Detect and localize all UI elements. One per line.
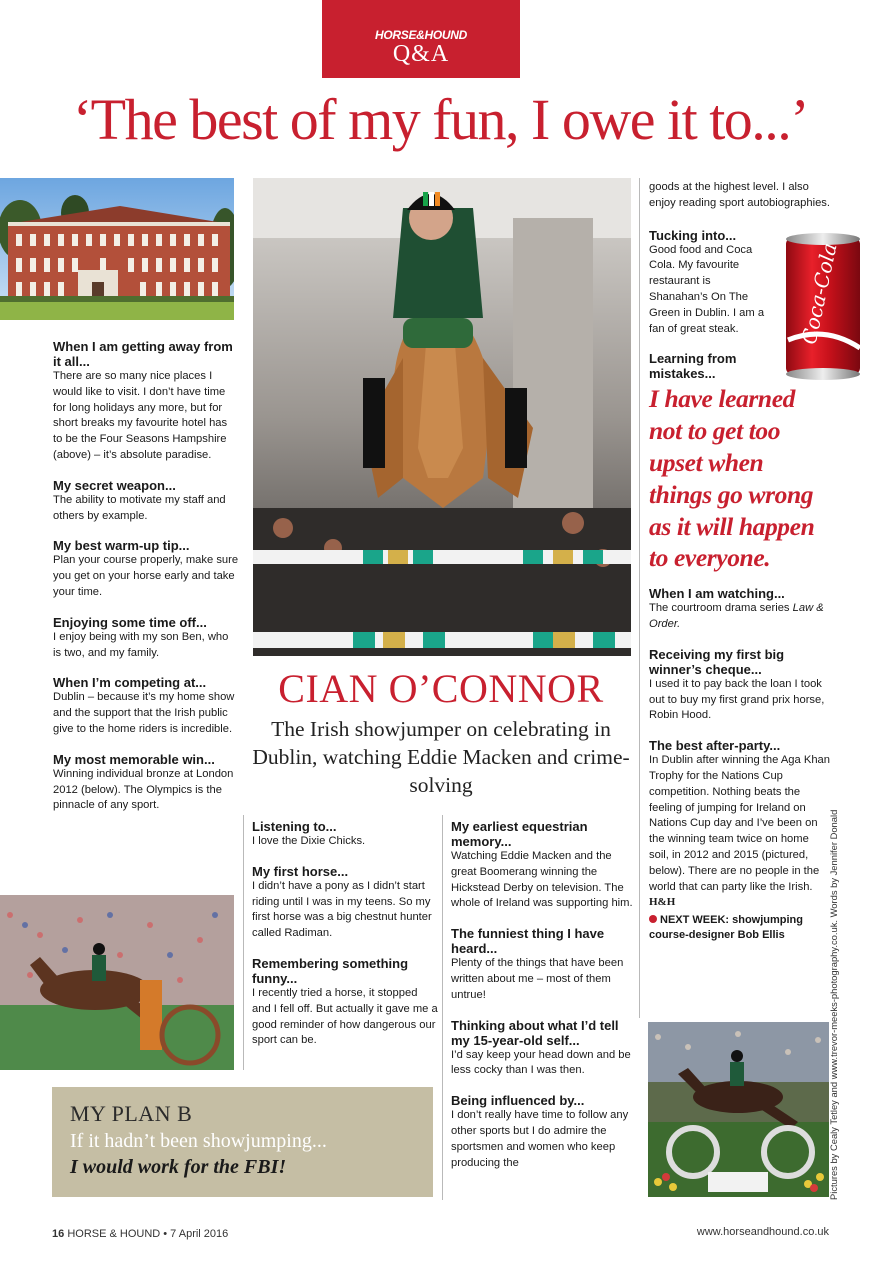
plan-b-line2: I would work for the FBI! [70,1156,287,1178]
answer: I enjoy being with my son Ben, who is two, and my family. [53,630,229,659]
answer: Winning individual bronze at London 2012 (below). The Olympics is the pinnacle of any sport. [53,767,234,812]
headline: ‘The best of my fun, I owe it to...’ [72,87,809,152]
show-title: Law & Order. [649,602,824,630]
question: Enjoying some time off... [53,614,207,630]
answer [649,753,831,911]
next-week-text: NEXT WEEK: showjumping course-designer Bob Ellis [649,914,803,942]
answer: Watching Eddie Macken and the great Boomerang winning the Hickstead Derby on television. The whole of Ireland was supporting him. [451,850,633,910]
answer: Plenty of the things that have been written about me – most of them untrue! [451,957,624,1001]
main-showjump-photo [253,178,631,656]
question: Thinking about what I’d tell my 15-year-old self... [451,1017,619,1048]
column-divider [243,815,244,1070]
answer-text: The courtroom drama series [649,602,790,615]
question: Remembering something funny... [252,955,409,986]
answer: There are so many nice places I would like to visit. I don’t have time for long holidays any more, but for short breaks my favourite hotel has to be the Four Seasons Hampshire (above) – it’s absolute paradise. [53,370,228,461]
answer: I love the Dixie Chicks. [252,835,366,847]
left-column [53,339,239,828]
question: Tucking into... [649,227,737,243]
coca-cola-can-image [780,230,866,382]
answer: I’d say keep your head down and be less cocky than I was then. [451,1048,631,1077]
question: Learning from mistakes... [649,351,737,382]
question: The best after-party... [649,738,781,754]
plan-b-box [52,1087,433,1197]
question: My most memorable win... [53,751,215,767]
column-divider [639,178,640,1018]
section-masthead [322,0,520,78]
photo-credits: Pictures by Cealy Tetley and www.trevor-meeks-photography.co.uk. Words by Jennifer Donald [828,809,839,1200]
question: My secret weapon... [53,477,176,493]
footer-issue: HORSE & HOUND • 7 April 2016 [67,1228,229,1240]
footer-folio [52,1228,228,1240]
question: Receiving my first big winner’s cheque... [649,646,785,677]
answer: I didn’t have a pony as I didn’t start riding until I was in my teens. So my first horse was a big chestnut hunter called Radiman. [252,879,432,940]
pull-quote: I have learned not to get too upset when things go wrong as it will happen to everyone. [649,384,815,573]
bullet-dot-icon [649,915,657,923]
question: When I am watching... [649,586,785,602]
answer-text: In Dublin after winning the Aga Khan Trophy for the Nations Cup competition. Nothing beats the feeling of jumping for Ireland on Nations Cup day and I’ve been on the winning team twice on home soil, in 2012 and 2015 (pictured, below). There are no people in the world that can party like the Irish. [649,754,830,893]
answer: Good food and Coca Cola. My favourite restaurant is Shanahan’s On The Green in Dublin. I am a fan of great steak. [649,243,765,335]
next-week-teaser [649,913,831,943]
question: My best warm-up tip... [53,538,190,554]
plan-b-line1: If it hadn’t been showjumping... [70,1130,327,1152]
can-logo-text: Coca-Cola [796,240,842,347]
question: When I’m competing at... [53,675,207,691]
question: Listening to... [252,819,337,834]
answer [649,601,831,633]
answer: I recently tried a horse, it stopped and I fell off. But actually it gave me a good reminder of how dangerous our sport can be. [252,986,438,1047]
hotel-photo [0,178,234,320]
page-number: 16 [52,1228,65,1240]
rider-name: CIAN O’CONNOR [278,666,604,711]
answer: Plan your course properly, make sure you get on your horse early and take your time. [53,554,239,598]
brand-logo: HORSE&HOUND [374,28,468,42]
answer-continued: goods at the highest level. I also enjoy reading sport autobiographies. [649,181,830,209]
question: The funniest thing I have heard... [451,926,605,957]
question: When I am getting away from it all... [53,339,233,369]
question: Being influenced by... [451,1093,585,1109]
answer: I don’t really have time to follow any other sports but I do admire the sportsmen and women who keep producing the [451,1109,629,1169]
middle-column-b [451,819,633,1171]
plan-b-title: MY PLAN B [70,1101,193,1126]
question: My first horse... [252,863,349,879]
footer-website: www.horseandhound.co.uk [696,1226,829,1238]
sign-off: H&H [649,896,676,909]
dublin-nations-cup-photo [648,1022,829,1197]
answer: The ability to motivate my staff and others by example. [53,493,226,522]
column-divider [442,815,443,1200]
answer: I used it to pay back the loan I took out to buy my first grand prix horse, Robin Hood. [649,677,825,722]
section-label: Q&A [392,41,450,67]
question: My earliest equestrian memory... [451,819,588,849]
standfirst: The Irish showjumper on celebrating in Dublin, watching Eddie Macken and crime-solving [252,717,630,797]
answer: Dublin – because it’s my home show and the support that the Irish public give to the home riders is incredible. [53,691,235,735]
olympic-jump-photo [0,895,234,1070]
middle-column-a [252,819,438,1063]
